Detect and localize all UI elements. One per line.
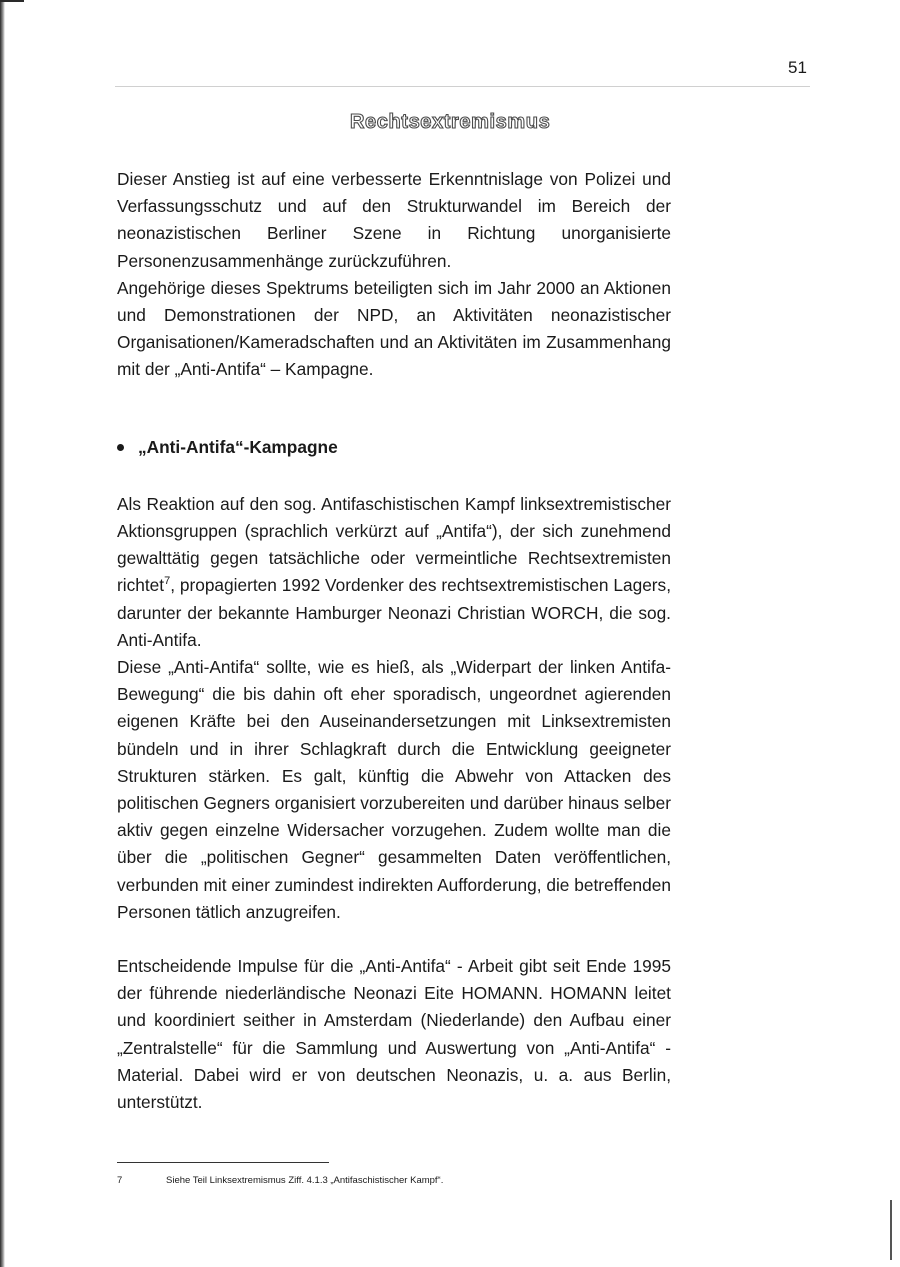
paragraph-5: Entscheidende Impulse für die „Anti-Antifa“ - Arbeit gibt seit Ende 1995 der führende niederländische Neonazi Eite HOMANN. HOMANN leitet und koordiniert seither in Amsterdam (Niederlande) den Aufbau einer „Zentralstelle“ für die Sammlung und Auswertung von „Anti-Antifa“ - Material. Dabei wird er von deutschen Neonazis, u. a. aus Berlin, unterstützt. [117,956,671,1113]
footnote-reference: 7 [164,575,171,588]
paragraph-1: Dieser Anstieg ist auf eine verbesserte Erkenntnislage von Polizei und Verfassungsschutz und auf den Strukturwandel im Bereich der neonazistischen Berliner Szene in Richtung unorganisierte Personenzusammenhänge zurückzuführen. [117,169,671,271]
footnote-number: 7 [117,1175,123,1186]
scan-edge-right [890,1200,892,1260]
footnote-rule [117,1162,329,1163]
header-rule [115,86,810,87]
paragraph-4: Diese „Anti-Antifa“ sollte, wie es hieß, als „Widerpart der linken Antifa-Bewegung“ die bis dahin oft eher sporadisch, ungeordnet agierenden eigenen Kräfte bei den Auseinandersetzungen mit Linksextremisten bündeln und in ihrer Schlagkraft durch die Entwicklung geeigneter Strukturen stärken. Es galt, künftig die Abwehr von Attacken des politischen Gegners organisiert vorzubereiten und darüber hinaus selber aktiv gegen einzelne Widersacher vorzugehen. Zudem wollte man die über die „politischen Gegner“ gesammelten Daten veröffentlichen, verbunden mit einer zumindest indirekten Aufforderung, die betreffenden Personen tätlich anzugreifen. [117,657,671,922]
bullet-heading [117,434,671,461]
footnote-text: Siehe Teil Linksextremismus Ziff. 4.1.3 „Antifaschistischer Kampf“. [166,1175,444,1186]
paragraph-2: Angehörige dieses Spektrums beteiligten sich im Jahr 2000 an Aktionen und Demonstrationen der NPD, an Aktivitäten neonazistischer Organisationen/Kameradschaften und an Aktivitäten im Zusammenhang mit der „Anti-Antifa“ – Kampagne. [117,277,671,380]
paragraph-3-part-b: , propagierten 1992 Vordenker des rechtsextremistischen Lagers, darunter der bekannte Hamburger Neonazi Christian WORCH, die sog. Anti-Antifa. [117,575,671,650]
scan-edge-left [0,0,5,1267]
paragraph-3 [117,491,671,654]
bullet-dot-icon [117,444,124,451]
paragraph-gap [117,926,671,953]
main-text [117,166,671,1116]
section-header-title: Rechtsextremismus [350,111,551,133]
page-number: 51 [788,58,807,77]
scan-corner-mark [0,0,24,16]
heading-text: „Anti-Antifa“-Kampagne [138,436,338,457]
paragraph-3-part-a: Als Reaktion auf den sog. Antifaschistischen Kampf linksextremistischer Aktionsgruppen (sprachlich verkürzt auf „Antifa“), der sich zunehmend gewalttätig gegen tatsächliche oder vermeintliche Rechtsextremisten richtet [117,493,671,596]
footnote [117,1175,443,1186]
